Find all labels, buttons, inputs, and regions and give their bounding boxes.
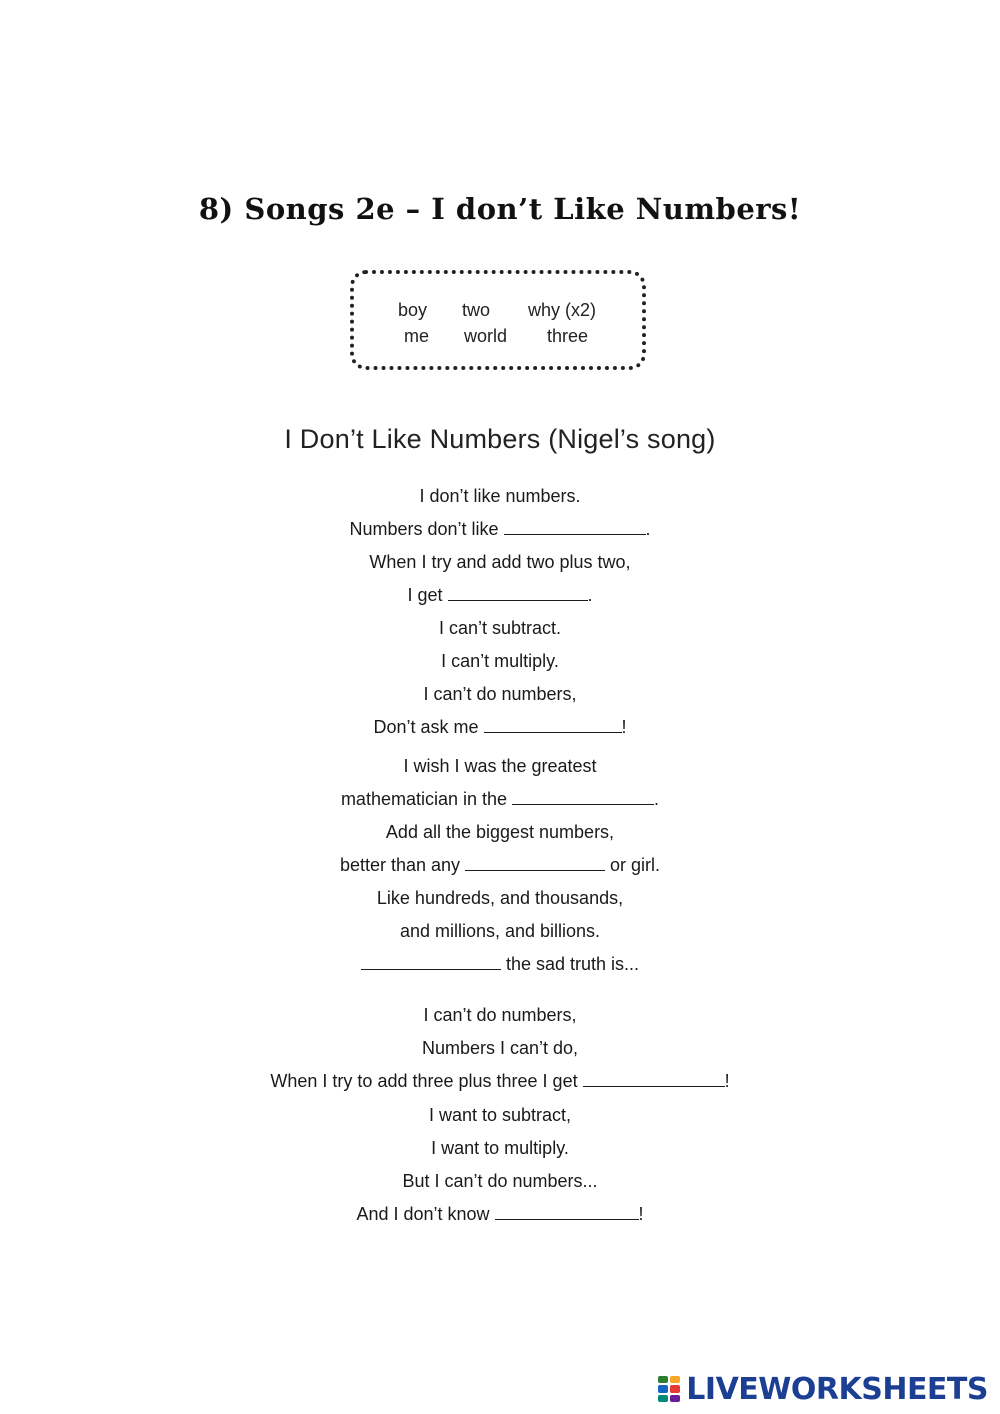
word-bank-item: two [462,300,491,320]
lyric-line [0,788,1000,810]
lyric-text: Don’t ask me [373,717,484,737]
lyric-text: ! [638,1204,644,1224]
answer-blank[interactable] [583,1070,725,1087]
answer-blank[interactable] [484,716,622,733]
lyric-text: I don’t like numbers. [419,486,581,506]
liveworksheets-logo [658,1371,988,1407]
lyric-text: better than any [339,855,466,875]
lyric-line [0,953,1000,975]
lyric-text: Numbers I can’t do, [421,1038,579,1058]
answer-blank[interactable] [361,953,501,970]
lyric-line [0,518,1000,540]
lyric-text: Add all the biggest numbers, [385,822,615,842]
lyric-text: I can’t do numbers, [423,684,577,704]
lyric-text: Numbers don’t like [349,519,504,539]
lyric-text: I get [407,585,448,605]
lyric-text: I can’t subtract. [438,618,562,638]
lyric-text: or girl. [605,855,661,875]
song-title: I Don’t Like Numbers (Nigel’s song) [284,424,716,454]
lyric-text: When I try and add two plus two, [369,552,631,572]
word-bank-item: three [547,326,589,346]
lyric-text: the sad truth is... [500,954,640,974]
lyric-text: . [654,789,660,809]
lyric-line [0,1104,1000,1126]
answer-blank[interactable] [448,584,588,601]
lyric-line [0,1170,1000,1192]
worksheet-title: 8) Songs 2e – I don’t Like Numbers! [198,192,802,226]
lyric-line [0,1137,1000,1159]
lyric-text: I can’t multiply. [441,651,559,671]
lyric-text: When I try to add three plus three I get [270,1071,583,1091]
word-bank-item: why (x2) [528,300,597,320]
liveworksheets-logo-icon [658,1376,680,1402]
answer-blank[interactable] [504,518,646,535]
lyric-text: But I can’t do numbers... [402,1171,598,1191]
answer-blank[interactable] [495,1203,639,1220]
lyric-line [0,617,1000,639]
lyric-line [0,821,1000,843]
lyric-line [0,584,1000,606]
lyric-text: I want to subtract, [428,1105,572,1125]
lyric-text: and millions, and billions. [399,921,601,941]
lyric-text: I wish I was the greatest [403,756,597,776]
lyric-line [0,1037,1000,1059]
lyric-line [0,920,1000,942]
lyric-text: I can’t do numbers, [423,1005,577,1025]
lyric-line [0,485,1000,507]
word-bank [350,270,646,370]
lyric-line [0,1004,1000,1026]
lyric-text: . [587,585,593,605]
lyric-text: mathematician in the [340,789,513,809]
brand-name: LIVEWORKSHEETS [686,1371,988,1407]
lyric-line [0,854,1000,876]
lyric-line [0,1070,1000,1092]
lyric-line [0,551,1000,573]
word-bank-item: boy [398,300,428,320]
lyric-text: And I don’t know [356,1204,495,1224]
lyric-text: I want to multiply. [431,1138,569,1158]
lyric-line [0,650,1000,672]
lyric-line [0,887,1000,909]
answer-blank[interactable] [512,788,654,805]
lyric-line [0,716,1000,738]
lyric-line [0,755,1000,777]
lyric-text: . [645,519,651,539]
lyric-line [0,683,1000,705]
lyric-text: ! [621,717,627,737]
answer-blank[interactable] [465,854,605,871]
word-bank-item: world [464,326,508,346]
lyric-text: Like hundreds, and thousands, [376,888,624,908]
lyric-text: ! [724,1071,730,1091]
word-bank-item: me [404,326,430,346]
lyric-line [0,1203,1000,1225]
